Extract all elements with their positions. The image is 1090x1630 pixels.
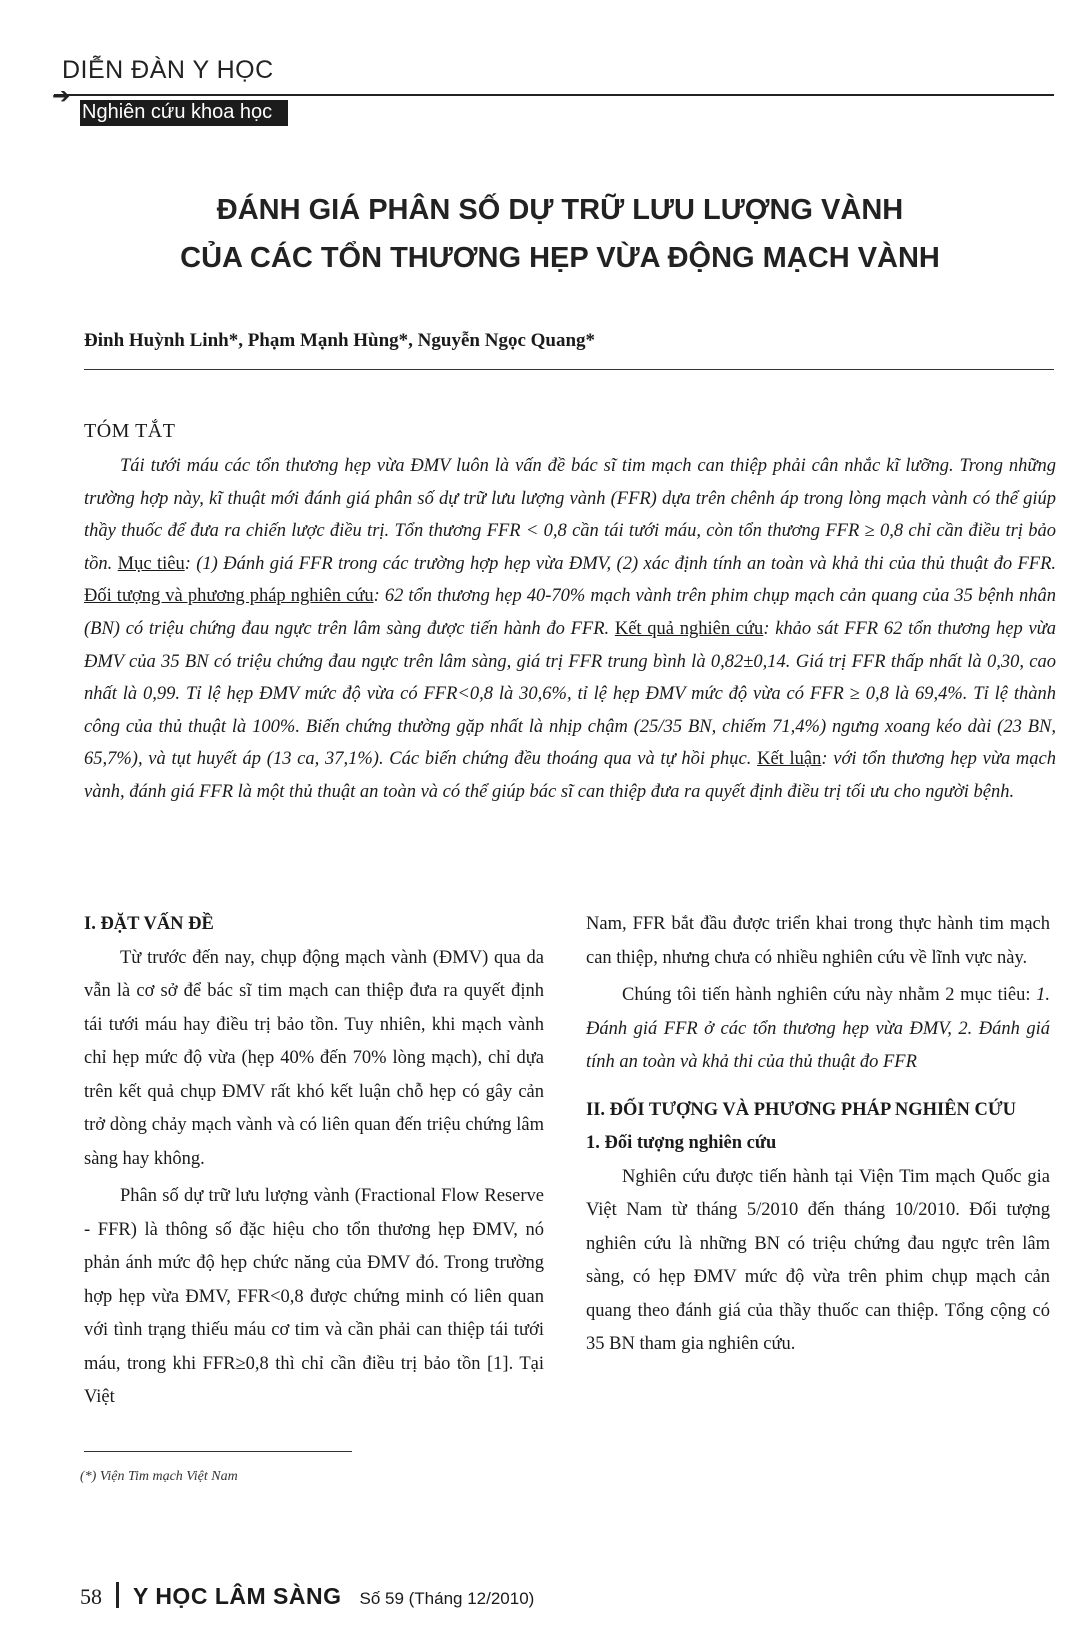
issue-info: Số 59 (Tháng 12/2010) <box>359 1589 535 1608</box>
section-heading-methods: II. ĐỐI TƯỢNG VÀ PHƯƠNG PHÁP NGHIÊN CỨU <box>586 1099 1016 1120</box>
section-label: DIỄN ĐÀN Y HỌC <box>62 56 274 84</box>
footer-separator <box>116 1582 119 1608</box>
intro-paragraph-1: Từ trước đến nay, chụp động mạch vành (ĐMV) qua da vẫn là cơ sở để bác sĩ tim mạch can thiệp đưa ra quyết định tái tưới máu hay điều trị bảo tồn. Tuy nhiên, khi mạch vành chỉ hẹp mức độ vừa (hẹp 40% đến 70% lòng mạch), chỉ dựa trên kết quả chụp ĐMV rất khó kết luận chỗ hẹp có gây cản trở dòng chảy mạch vành và có liên quan đến triệu chứng lâm sàng hay không. <box>84 947 544 1169</box>
subsection-heading-subjects: 1. Đối tượng nghiên cứu <box>586 1133 777 1153</box>
abstract-objective: : (1) Đánh giá FFR trong các trường hợp hẹp vừa ĐMV, (2) xác định tính an toàn và khả thi của thủ thuật đo FFR. <box>184 553 1057 574</box>
abstract-heading: TÓM TẮT <box>84 420 176 442</box>
footnote-divider <box>84 1451 352 1452</box>
intro-paragraph-2: Phân số dự trữ lưu lượng vành (Fractional Flow Reserve - FFR) là thông số đặc hiệu cho tổn thương hẹp ĐMV, nó phản ánh mức độ hẹp chức năng của ĐMV đó. Trong trường hợp hẹp vừa ĐMV, FFR<0,8 được chứng minh có liên quan với tình trạng thiếu máu cơ tim và cần phải can thiệp tái tưới máu, trong khi FFR≥0,8 thì chỉ cần điều trị bảo tồn [1]. Tại Việt <box>84 1186 544 1407</box>
abstract-intro: Tái tưới máu các tổn thương hẹp vừa ĐMV luôn là vấn đề bác sĩ tim mạch can thiệp phải cân nhắc kĩ lưỡng. Trong những trường hợp này, kĩ thuật mới đánh giá phân số dự trữ lưu lượng vành (FFR) dựa trên chênh áp trong lòng mạch vành có thể giúp thầy thuốc để đưa ra chiến lược điều trị. Tổn thương FFR < 0,8 cần tái tưới máu, còn tổn thương FFR ≥ 0,8 chỉ cần điều trị bảo tồn. <box>84 456 1056 574</box>
abstract-results: : khảo sát FFR 62 tổn thương hẹp vừa ĐMV của 35 BN có triệu chứng đau ngực trên lâm sàng, giá trị FFR trung bình là 0,82±0,14. Giá trị FFR thấp nhất là 0,30, cao nhất là 0,99. Tỉ lệ hẹp ĐMV mức độ vừa có FFR<0,8 là 30,6%, tỉ lệ hẹp ĐMV mức độ vừa có FFR ≥ 0,8 là 69,4%. Tỉ lệ thành công của thủ thuật là 100%. Biến chứng thường gặp nhất là nhịp chậm (25/35 BN, chiếm 71,4%) ngưng xoang kéo dài (23 BN, 65,7%), và tụt huyết áp (13 ca, 37,1%). Các biến chứng đều thoáng qua và tự hồi phục. <box>84 618 1057 770</box>
journal-name: Y HỌC LÂM SÀNG <box>133 1583 342 1609</box>
abstract-methods-label: Đối tượng và phương pháp nghiên cứu <box>84 586 374 607</box>
title-line-2: CỦA CÁC TỔN THƯƠNG HẸP VỪA ĐỘNG MẠCH VÀNH <box>180 242 940 274</box>
author-list: Đinh Huỳnh Linh*, Phạm Mạnh Hùng*, Nguyễn Ngọc Quang* <box>84 330 596 351</box>
abstract-methods: : 62 tổn thương hẹp 40-70% mạch vành trên phim chụp mạch cản quang của 35 bệnh nhân (BN) có triệu chứng đau ngực trên lâm sàng được tiến hành đo FFR. <box>84 586 1056 639</box>
page-number: 58 <box>80 1584 102 1609</box>
affiliation-footnote: (*) Viện Tim mạch Việt Nam <box>80 1469 238 1484</box>
abstract-conclusion: : với tổn thương hẹp vừa mạch vành, đánh giá FFR là một thủ thuật an toàn và có thể giúp bác sĩ can thiệp đưa ra quyết định điều trị tối ưu cho người bệnh. <box>84 749 1056 802</box>
right-column <box>586 908 1050 1362</box>
arrow-right-icon: ➔ <box>52 84 71 109</box>
title-line-1: ĐÁNH GIÁ PHÂN SỐ DỰ TRỮ LƯU LƯỢNG VÀNH <box>216 194 904 226</box>
abstract-text <box>84 450 1056 809</box>
abstract-conclusion-label: Kết luận <box>757 749 822 770</box>
section-heading-intro: I. ĐẶT VẤN ĐỀ <box>84 914 214 934</box>
page-footer <box>80 1578 534 1610</box>
article-title <box>60 186 1060 282</box>
objectives-lead: Chúng tôi tiến hành nghiên cứu này nhằm 2 mục tiêu: <box>622 985 1037 1005</box>
intro-paragraph-continued: Nam, FFR bắt đầu được triển khai trong thực hành tim mạch can thiệp, nhưng chưa có nhiều nghiên cứu về lĩnh vực này. <box>586 914 1050 968</box>
objectives-list: 1. Đánh giá FFR ở các tổn thương hẹp vừa ĐMV, 2. Đánh giá tính an toàn và khả thi của thủ thuật đo FFR <box>586 985 1050 1072</box>
abstract-results-label: Kết quả nghiên cứu <box>614 618 764 639</box>
objectives-paragraph <box>586 979 1050 1080</box>
left-column <box>84 908 544 1415</box>
subsection-label: Nghiên cứu khoa học <box>80 100 288 126</box>
subjects-paragraph: Nghiên cứu được tiến hành tại Viện Tim mạch Quốc gia Việt Nam từ tháng 5/2010 đến tháng 10/2010. Đối tượng nghiên cứu là những BN có triệu chứng đau ngực trên lâm sàng, có hẹp ĐMV mức độ vừa trên phim chụp mạch cản quang theo đánh giá của thầy thuốc can thiệp. Tổng cộng có 35 BN tham gia nghiên cứu. <box>586 1166 1050 1354</box>
abstract-objective-label: Mục tiêu <box>117 553 185 574</box>
authors-divider <box>84 369 1054 370</box>
header-divider <box>54 94 1054 96</box>
